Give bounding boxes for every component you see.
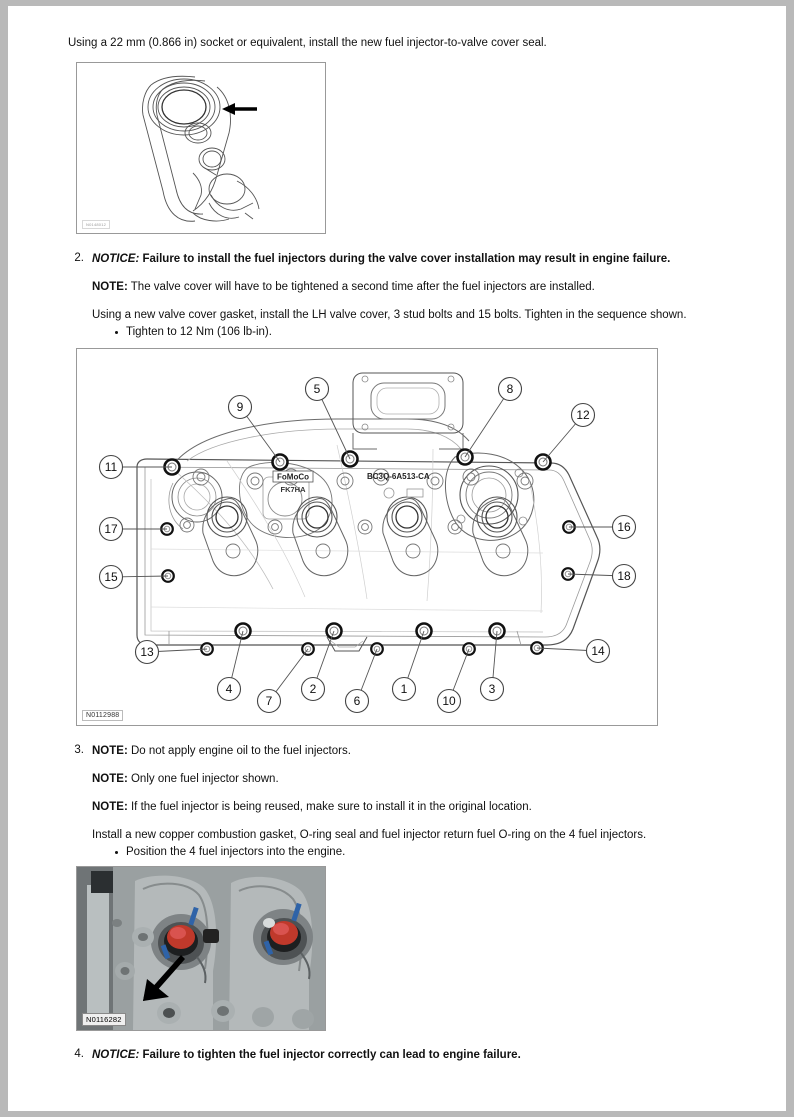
callout-number: 1	[400, 682, 408, 697]
note-label: NOTE:	[92, 801, 128, 813]
callout-number: 5	[313, 382, 321, 397]
figure-id-label: N0148012	[82, 220, 110, 229]
callout-10	[438, 690, 461, 713]
callout-number: 12	[576, 408, 590, 423]
note-text: Only one fuel injector shown.	[130, 773, 279, 785]
document-page	[8, 6, 786, 1111]
step-3-bullets	[92, 845, 768, 860]
svg-text:FK7HA: FK7HA	[280, 485, 306, 494]
callout-2	[302, 678, 325, 701]
callout-9	[229, 396, 252, 419]
notice-text: Failure to install the fuel injectors during the valve cover installation may result in engine failure.	[142, 253, 671, 265]
note-label: NOTE:	[92, 281, 128, 293]
figure-injector-photo	[76, 866, 326, 1031]
step-3-number: 3.	[74, 744, 84, 756]
bullet-item: Tighten to 12 Nm (106 lb-in).	[126, 325, 768, 340]
callout-number: 7	[265, 694, 273, 709]
callout-number: 8	[506, 382, 514, 397]
step-2-number: 2.	[74, 252, 84, 264]
injector-photograph	[77, 867, 325, 1030]
callout-number: 11	[104, 460, 118, 475]
notice-label: NOTICE:	[92, 1049, 140, 1061]
step-2-bullets	[92, 325, 768, 340]
callout-number: 4	[225, 682, 233, 697]
step-4-notice	[92, 1048, 768, 1063]
callout-number: 6	[353, 694, 361, 709]
callout-number: 18	[617, 569, 631, 584]
note-label: NOTE:	[92, 745, 128, 757]
note-text: Do not apply engine oil to the fuel injectors.	[130, 745, 351, 757]
callout-number: 10	[442, 694, 456, 709]
step-2	[68, 252, 768, 340]
callout-5	[306, 378, 329, 401]
callout-1	[393, 678, 416, 701]
callout-8	[499, 378, 522, 401]
callout-18	[613, 565, 636, 588]
valve-cover-line-art	[77, 349, 657, 725]
seal-socket-line-art	[77, 63, 325, 233]
callout-4	[218, 678, 241, 701]
callout-number: 17	[104, 522, 118, 537]
callout-number: 9	[236, 400, 244, 415]
page-content	[68, 36, 768, 1063]
figure-id-label: N0112988	[82, 710, 123, 721]
callout-7	[258, 690, 281, 713]
step-4-number: 4.	[74, 1048, 84, 1060]
step-3	[68, 744, 768, 860]
note-text: The valve cover will have to be tightened a second time after the fuel injectors are installed.	[130, 281, 595, 293]
pointer-arrow	[222, 103, 257, 115]
step-3-body: Install a new copper combustion gasket, O-ring seal and fuel injector return fuel O-ring on the 4 fuel injectors.	[92, 829, 647, 841]
callout-leader-line	[465, 389, 510, 457]
figure-seal-socket	[76, 62, 326, 234]
intro-paragraph: Using a 22 mm (0.866 in) socket or equivalent, install the new fuel injector-to-valve cover seal.	[68, 37, 547, 49]
step-3-note-1	[92, 744, 768, 759]
callout-number: 15	[104, 570, 118, 585]
note-label: NOTE:	[92, 773, 128, 785]
svg-text:BC3Q-6A513-CA: BC3Q-6A513-CA	[367, 472, 430, 481]
marking-part-number	[367, 472, 430, 498]
step-3-note-2	[92, 772, 768, 787]
marking-fomoco	[273, 471, 313, 494]
note-text: If the fuel injector is being reused, make sure to install it in the original location.	[130, 801, 532, 813]
step-2-body: Using a new valve cover gasket, install the LH valve cover, 3 stud bolts and 15 bolts. Tighten in the sequence shown.	[92, 309, 687, 321]
step-4	[68, 1048, 768, 1063]
callout-number: 13	[140, 645, 154, 660]
callout-number: 2	[309, 682, 317, 697]
notice-text: Failure to tighten the fuel injector correctly can lead to engine failure.	[142, 1049, 521, 1061]
bullet-item: Position the 4 fuel injectors into the engine.	[126, 845, 768, 860]
figure-valve-cover-sequence	[76, 348, 658, 726]
step-3-note-3	[92, 800, 768, 815]
callout-12	[572, 404, 595, 427]
callout-3	[481, 678, 504, 701]
step-2-notice	[92, 252, 768, 267]
callout-number: 16	[617, 520, 631, 535]
figure-id-label: N0116282	[82, 1013, 126, 1026]
callout-17	[100, 518, 123, 541]
callout-13	[136, 641, 159, 664]
callout-11	[100, 456, 123, 479]
callout-14	[587, 640, 610, 663]
callout-number: 14	[591, 644, 605, 659]
svg-text:FoMoCo: FoMoCo	[277, 472, 309, 482]
callout-number: 3	[488, 682, 496, 697]
callout-6	[346, 690, 369, 713]
notice-label: NOTICE:	[92, 253, 140, 265]
callout-15	[100, 566, 123, 589]
step-2-note-1	[92, 280, 768, 295]
callout-16	[613, 516, 636, 539]
